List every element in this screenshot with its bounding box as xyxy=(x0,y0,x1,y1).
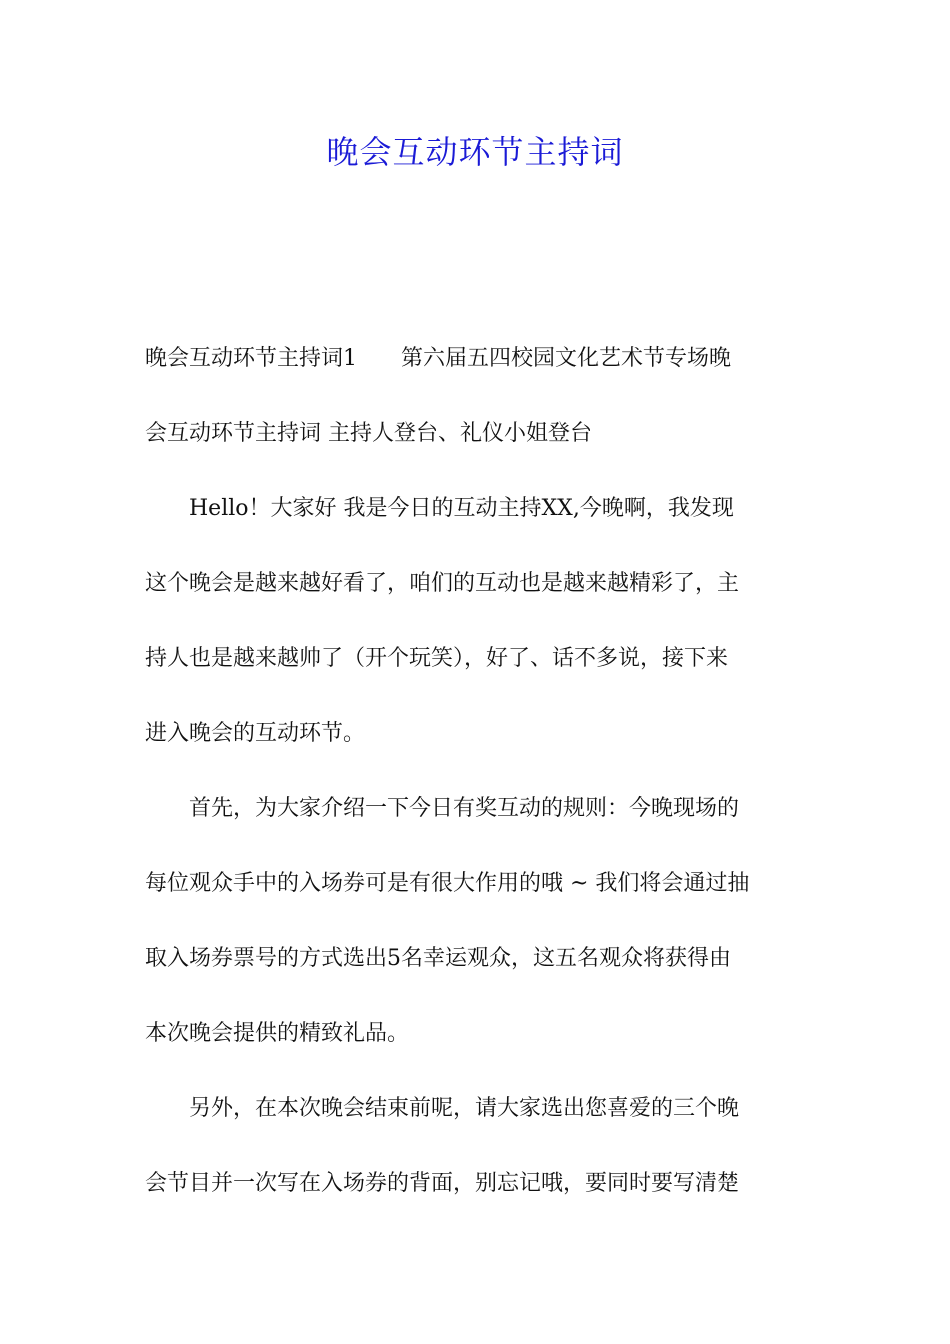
text-line: Hello！大家好 我是今日的互动主持XX,今晚啊，我发现 xyxy=(145,496,734,521)
document-title: 晚会互动环节主持词 xyxy=(326,133,624,171)
text-line: 首先，为大家介绍一下今日有奖互动的规则：今晚现场的 xyxy=(145,796,740,821)
text-line: 晚会互动环节主持词1 第六届五四校园文化艺术节专场晚 xyxy=(145,346,731,371)
text-line: 取入场券票号的方式选出5名幸运观众，这五名观众将获得由 xyxy=(145,946,731,971)
text-line: 持人也是越来越帅了（开个玩笑），好了、话不多说，接下来 xyxy=(145,646,729,671)
text-line: 会互动环节主持词 主持人登台、礼仪小姐登台 xyxy=(145,421,592,446)
text-line: 每位观众手中的入场券可是有很大作用的哦 ~ 我们将会通过抽 xyxy=(145,871,750,896)
text-line: 另外，在本次晚会结束前呢，请大家选出您喜爱的三个晚 xyxy=(145,1096,740,1121)
text-line: 会节目并一次写在入场券的背面，别忘记哦，要同时要写清楚 xyxy=(145,1171,740,1196)
text-line: 这个晚会是越来越好看了，咱们的互动也是越来越精彩了，主 xyxy=(145,571,740,596)
text-line: 进入晚会的互动环节。 xyxy=(145,721,366,746)
text-line: 本次晚会提供的精致礼品。 xyxy=(145,1021,410,1046)
